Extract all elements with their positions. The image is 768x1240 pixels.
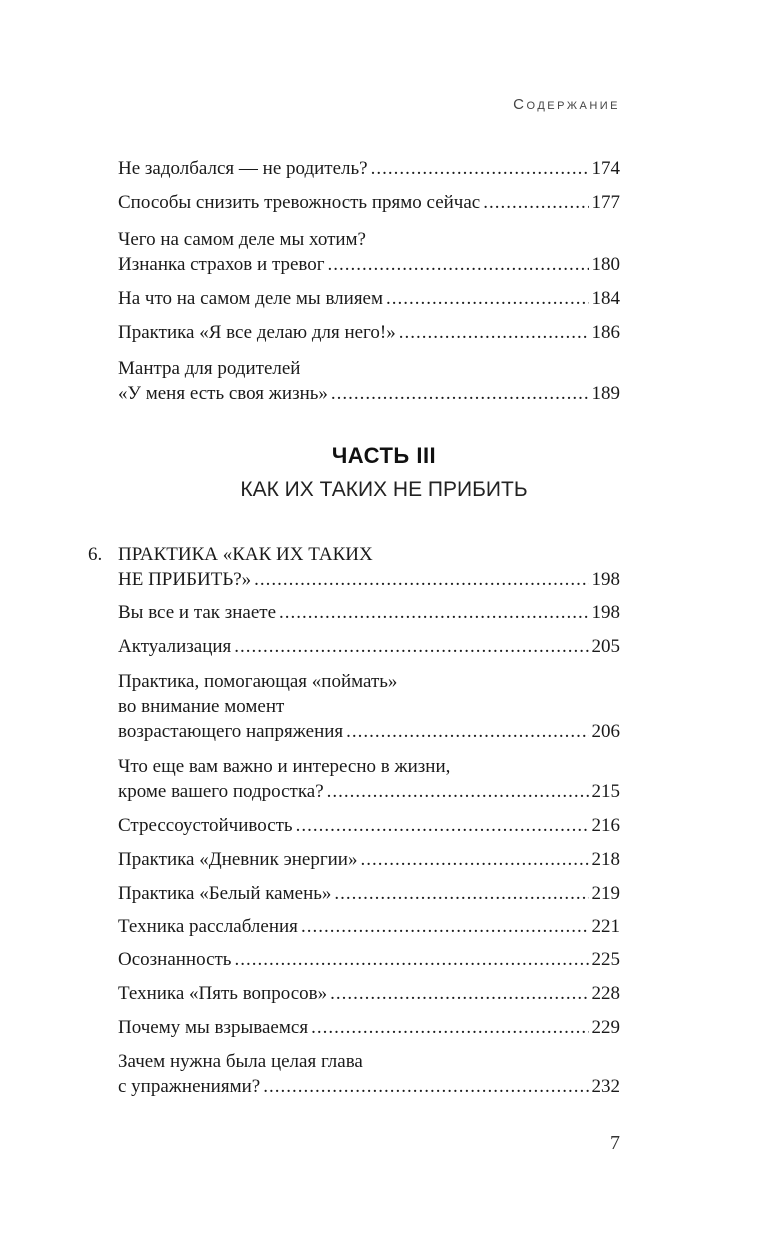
toc-entry xyxy=(118,881,620,906)
toc-entry xyxy=(118,634,620,659)
dot-leader xyxy=(330,981,588,1006)
toc-entry-page: 184 xyxy=(591,288,620,309)
toc-entry-page: 232 xyxy=(591,1076,620,1097)
toc-entry-page: 216 xyxy=(591,815,620,836)
dot-leader xyxy=(296,813,589,838)
toc-entry-title: Что еще вам важно и интересно в жизни, xyxy=(118,756,451,777)
toc-entry-page: 206 xyxy=(591,721,620,742)
toc-entry xyxy=(118,286,620,311)
toc-entry-title: Техника «Пять вопросов» xyxy=(118,983,328,1004)
toc-entry xyxy=(118,847,620,872)
toc-entry-page: 228 xyxy=(591,983,620,1004)
toc-entry-title: Чего на самом деле мы хотим? xyxy=(118,229,366,250)
toc-entry-title: Практика «Я все делаю для него!» xyxy=(118,322,396,343)
toc-entry-page: 205 xyxy=(591,636,620,657)
toc-entry-title: возрастающего напряжения xyxy=(118,721,344,742)
toc-entry-title: кроме вашего подростка? xyxy=(118,781,324,802)
toc-entry-title: Техника расслабления xyxy=(118,916,298,937)
toc-entry xyxy=(118,669,620,744)
toc-entry-title: Практика «Дневник энергии» xyxy=(118,849,358,870)
toc-entry xyxy=(118,356,620,406)
toc-entry xyxy=(118,600,620,625)
dot-leader xyxy=(346,719,588,744)
chapter-title: ПРАКТИКА «КАК ИХ ТАКИХ xyxy=(118,544,373,565)
toc-entry-title: Способы снизить тревожность прямо сейчас xyxy=(118,192,481,213)
toc-entry xyxy=(118,1015,620,1040)
toc-entry xyxy=(118,190,620,215)
toc-entry-page: 174 xyxy=(591,158,620,179)
toc-entry xyxy=(118,947,620,972)
toc-entry-title: На что на самом деле мы влияем xyxy=(118,288,384,309)
dot-leader xyxy=(263,1074,588,1099)
toc-entry-title: Изнанка страхов и тревог xyxy=(118,254,325,275)
toc-entry-title: Зачем нужна была целая глава xyxy=(118,1051,363,1072)
dot-leader xyxy=(386,286,588,311)
toc-entry xyxy=(118,981,620,1006)
dot-leader xyxy=(234,634,588,659)
toc-entry xyxy=(118,813,620,838)
toc-entry-title: с упражнениями? xyxy=(118,1076,261,1097)
toc-entry-title: Практика, помогающая «поймать» xyxy=(118,671,398,692)
toc-entry xyxy=(118,1049,620,1099)
toc-entry-title: Не задолбался — не родитель? xyxy=(118,158,368,179)
toc-entry-page: 198 xyxy=(591,569,620,590)
toc-entry-title: Актуализация xyxy=(118,636,232,657)
toc-entry xyxy=(118,320,620,345)
toc-entry-page: 177 xyxy=(591,192,620,213)
dot-leader xyxy=(279,600,588,625)
toc-entry-page: 221 xyxy=(591,916,620,937)
chapter-title: НЕ ПРИБИТЬ?» xyxy=(118,569,252,590)
toc-entry-title: Почему мы взрываемся xyxy=(118,1017,309,1038)
toc-entry xyxy=(118,156,620,181)
dot-leader xyxy=(327,779,589,804)
dot-leader xyxy=(399,320,589,345)
toc-entry xyxy=(118,914,620,939)
toc-entry-title: Осознанность xyxy=(118,949,232,970)
toc-entry-page: 198 xyxy=(591,602,620,623)
part-subtitle: КАК ИХ ТАКИХ НЕ ПРИБИТЬ xyxy=(240,478,528,501)
toc-entry xyxy=(118,227,620,277)
toc-entry-page: 180 xyxy=(591,254,620,275)
toc-entry-page: 186 xyxy=(591,322,620,343)
toc-entry-title: во внимание момент xyxy=(118,696,285,717)
dot-leader xyxy=(371,156,589,181)
running-head: Содержание xyxy=(513,96,620,113)
chapter-number: 6. xyxy=(88,544,103,565)
dot-leader xyxy=(331,381,589,406)
dot-leader xyxy=(234,947,588,972)
toc-entry-title: «У меня есть своя жизнь» xyxy=(118,383,328,404)
toc-entry-page: 229 xyxy=(591,1017,620,1038)
toc-entry-title: Стрессоустойчивость xyxy=(118,815,293,836)
toc-entry xyxy=(118,754,620,804)
dot-leader xyxy=(311,1015,588,1040)
dot-leader xyxy=(334,881,588,906)
dot-leader xyxy=(254,567,588,592)
toc-entry-page: 189 xyxy=(591,383,620,404)
toc-chapter xyxy=(88,542,620,592)
dot-leader xyxy=(360,847,588,872)
toc-entry-page: 219 xyxy=(591,883,620,904)
page-number: 7 xyxy=(610,1132,620,1154)
part-title: ЧАСТЬ III xyxy=(331,443,437,468)
dot-leader xyxy=(328,252,589,277)
toc-entry-page: 225 xyxy=(591,949,620,970)
dot-leader xyxy=(301,914,589,939)
toc-entry-title: Мантра для родителей xyxy=(118,358,301,379)
toc-entry-title: Вы все и так знаете xyxy=(118,602,277,623)
toc-entry-page: 215 xyxy=(591,781,620,802)
dot-leader xyxy=(483,190,588,215)
toc-entry-title: Практика «Белый камень» xyxy=(118,883,332,904)
toc-entry-page: 218 xyxy=(591,849,620,870)
